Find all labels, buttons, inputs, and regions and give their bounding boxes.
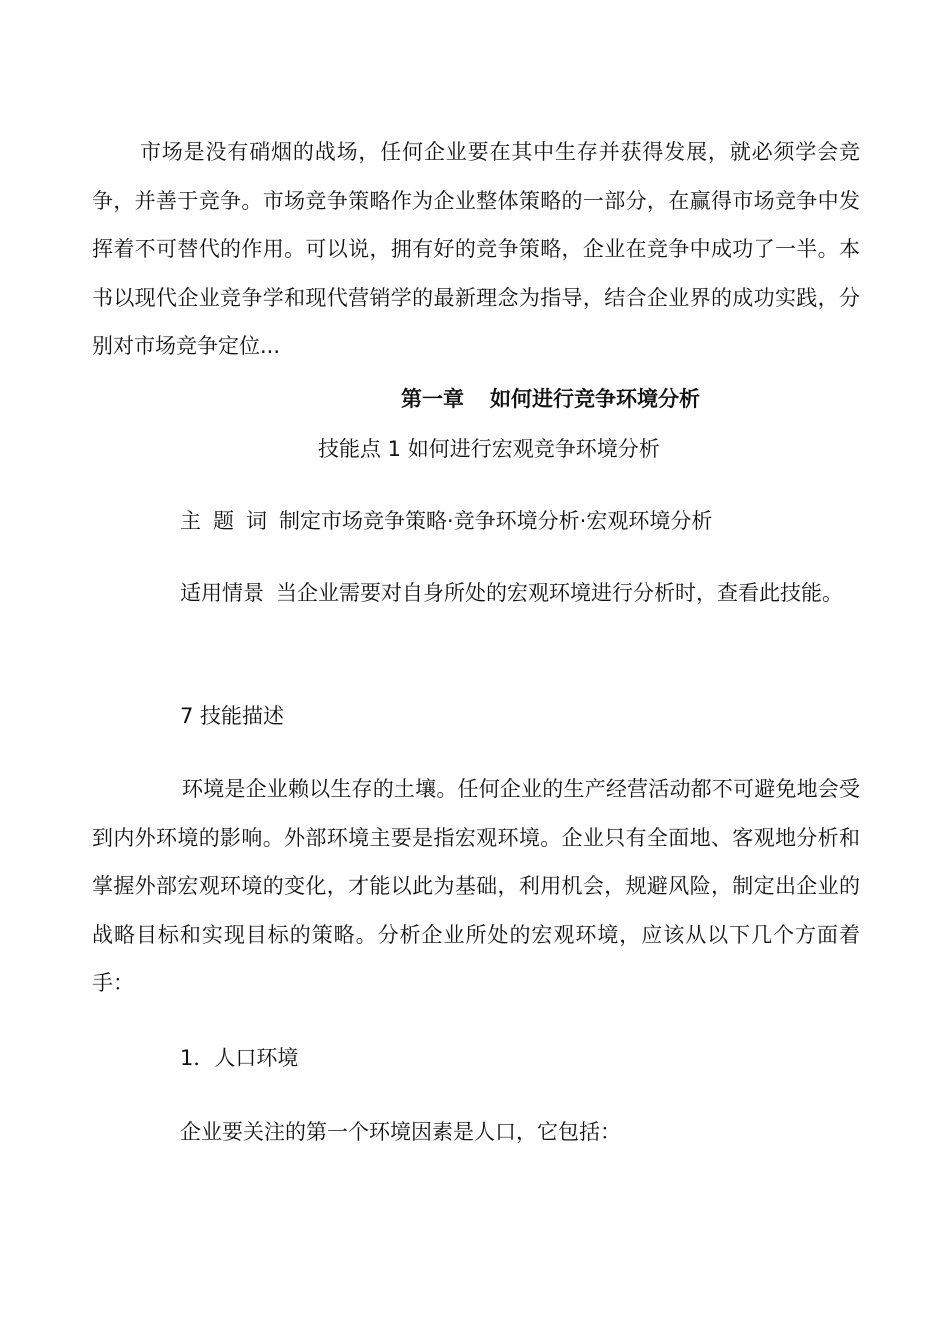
environment-paragraph: 环境是企业赖以生存的土壤。任何企业的生产经营活动都不可避免地会受到内外环境的影响。外部环境主要是指宏观环境。企业只有全面地、客观地分析和掌握外部宏观环境的变化，才能以此为基础，利用机会，规避风险，制定出企业的战略目标和实现目标的策略。分析企业所处的宏观环境，应该从以下几个方面着手： bbox=[92, 777, 860, 995]
intro-paragraph: 市场是没有硝烟的战场，任何企业要在其中生存并获得发展，就必须学会竞争，并善于竞争。市场竞争策略作为企业整体策略的一部分，在赢得市场竞争中发挥着不可替代的作用。可以说，拥有好的竞争策略，企业在竞争中成功了一半。本书以现代企业竞争学和现代营销学的最新理念为指导，结合企业界的成功实践，分别对市场竞争定位... bbox=[92, 140, 860, 358]
chapter-label: 第一章 bbox=[401, 387, 464, 411]
keywords-text: 制定市场竞争策略·竞争环境分析·宏观环境分析 bbox=[279, 509, 713, 533]
section-heading-population: 1．人口环境 bbox=[180, 1046, 299, 1070]
scenario-text: 当企业需要对自身所处的宏观环境进行分析时，查看此技能。 bbox=[276, 581, 843, 605]
keywords-label-char: 词 bbox=[246, 509, 267, 533]
keywords-line bbox=[180, 506, 712, 536]
chapter-heading bbox=[401, 384, 700, 414]
skill-heading: 技能点 1 如何进行宏观竞争环境分析 bbox=[318, 437, 660, 461]
scenario-label: 适用情景 bbox=[180, 581, 264, 605]
keywords-label-char: 题 bbox=[213, 509, 234, 533]
skill-description-heading: 7 技能描述 bbox=[180, 704, 285, 728]
scenario-paragraph bbox=[92, 569, 860, 618]
population-intro: 企业要关注的第一个环境因素是人口，它包括： bbox=[180, 1120, 621, 1144]
keywords-label-char: 主 bbox=[180, 509, 201, 533]
chapter-title: 如何进行竞争环境分析 bbox=[490, 387, 700, 411]
